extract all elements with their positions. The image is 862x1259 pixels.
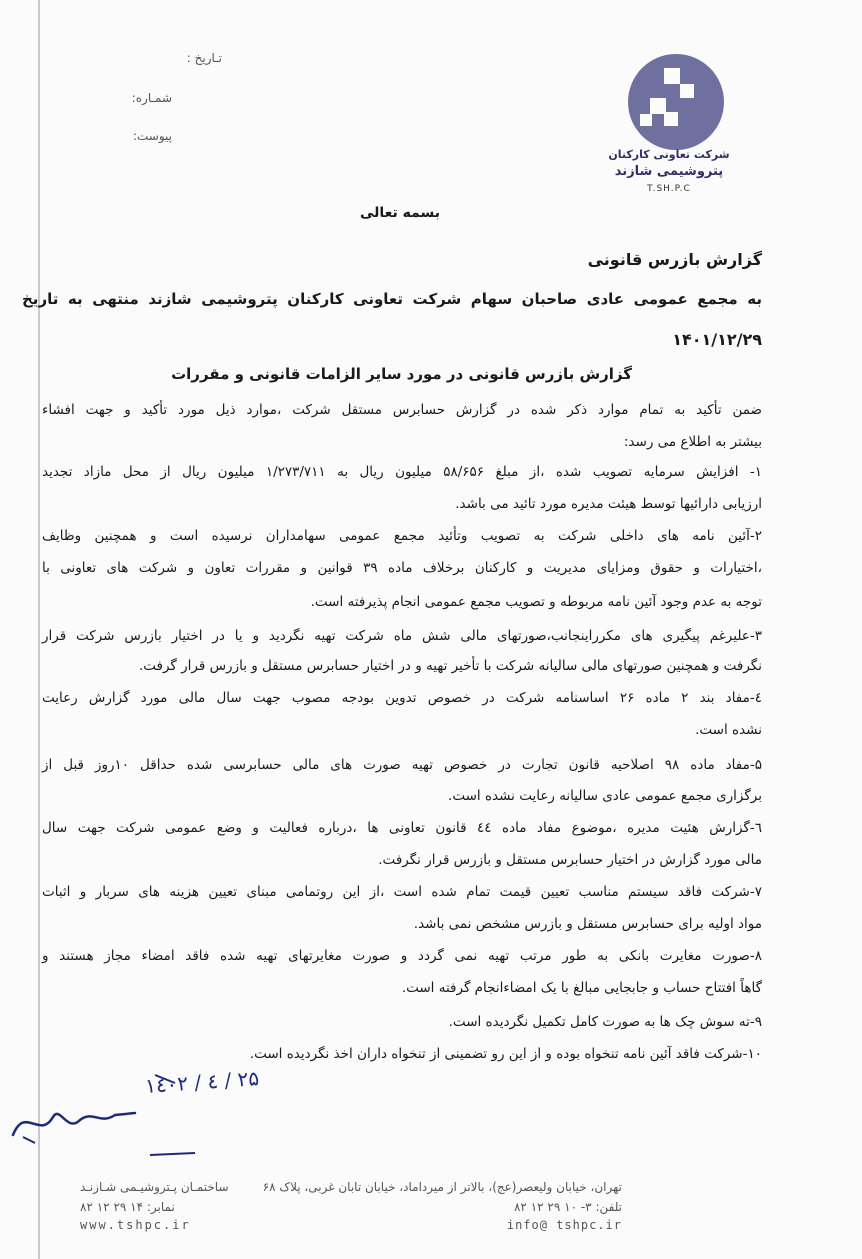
paragraph-line: ۱۰-شرکت فاقد آئین نامه تنخواه بوده و از این رو تضمینی از تنخواه داران اخذ نگردیده است. (249, 1046, 762, 1062)
handwritten-date: ۲۵ / ٤ / ۱٤۰۲ (144, 1066, 260, 1098)
paragraph-line: ۵-مفاد ماده ۹۸ اصلاحیه قانون تجارت در خصوص تهیه صورت های مالی حسابرسی شده حداقل ۱۰روز قبل از (42, 757, 762, 773)
paragraph-line: ۷-شرکت فاقد سیستم مناسب تعیین قیمت تمام شده است ،از این روتمامی مبنای تعیین هزینه های سربار و اثبات (42, 884, 762, 900)
footer-address-left: ساختمـان پـتروشیـمی شـازنـد (80, 1180, 229, 1194)
logo-name-line1: شرکت تعاونی کارکنان (608, 148, 730, 161)
paragraph-line: گاهاً افتتاح حساب و جابجایی مبالغ با یک امضاءانجام گرفته است. (401, 980, 762, 996)
paragraph-line: مالی مورد گزارش در اختیار حسابرس مستقل و بازرس قرار نگرفت. (378, 852, 762, 868)
paragraph-line: ۳-علیرغم پیگیری های مکرراینجانب،صورتهای مالی شش ماه شرکت تهیه نگردید و یا در اختیار بازرس شرکت قرار (42, 628, 762, 644)
footer-fax: نمابر: ۱۴ ۲۹ ۱۲ ۸۲ (80, 1200, 175, 1214)
footer-phone: تلفن: ۳- ۱۰ ۲۹ ۱۲ ۸۲ (513, 1200, 622, 1214)
report-subtitle: به مجمع عمومی عادی صاحبان سهام شرکت تعاونی کارکنان پتروشیمی شازند منتهی به تاریخ (22, 290, 762, 308)
report-title: گزارش بازرس قانونی (587, 250, 762, 269)
paragraph-line: ٦-گزارش هئیت مدیره ،موضوع مفاد ماده ٤٤ قانون تعاونی ها ،درباره فعالیت و وضع عمومی شرکت جهت سال (42, 820, 762, 836)
footer-email[interactable]: info@ tshpc.ir (506, 1218, 622, 1232)
company-logo (604, 50, 734, 200)
attachment-label: پیوست: (132, 129, 172, 143)
footer-website[interactable]: www.tshpc.ir (80, 1218, 191, 1232)
date-label: تـاریخ : (186, 51, 222, 65)
paragraph-line: ٤-مفاد بند ۲ ماده ۲۶ اساسنامه شرکت در خصوص تدوین بودجه مصوب جهت سال مالی مورد گزارش رعایت (42, 690, 763, 706)
logo-name-line2: پتروشیمی شازند (614, 164, 724, 179)
paragraph-line: توجه به عدم وجود آئین نامه مربوطه و تصویب مجمع عمومی انجام پذیرفته است. (310, 594, 762, 610)
paragraph-line: ضمن تأکید به تمام موارد ذکر شده در گزارش حسابرس مستقل شرکت ،موارد ذیل مورد تأکید و جهت افشاء (42, 402, 762, 418)
basmala: بسمه تعالی (359, 205, 441, 221)
paragraph-line: ارزیابی دارائیها توسط هیئت مدیره مورد تائید می باشد. (455, 496, 762, 512)
paragraph-line: ۸-صورت مغایرت بانکی به طور مرتب تهیه نمی گردد و صورت مغایرتهای تهیه شده فاقد امضاء مجاز هستند و (42, 948, 762, 964)
paragraph-line: ۱- افزایش سرمایه تصویب شده ،از مبلغ ۵۸/۶۵۶ میلیون ریال به ۱/۲۷۳/۷۱۱ میلیون ریال از محل مازاد تجدید (42, 464, 762, 480)
paragraph-line: ۲-آئین نامه های داخلی شرکت به تصویب وتأئید مجمع عمومی سهامداران نرسیده است و همچنین وظایف (42, 528, 762, 544)
paragraph-line: ۹-ته سوش چک ها به صورت کامل تکمیل نگردیده است. (448, 1014, 762, 1030)
paragraph-line: نگرفت و همچنین صورتهای مالی سالیانه شرکت با تأخیر تهیه و در اختیار حسابرس مستقل و بازرس قرار گرفت. (138, 658, 762, 674)
logo-abbr: T.SH.P.C (647, 184, 691, 194)
paragraph-line: نشده است. (695, 722, 762, 738)
section-heading: گزارش بازرس قانونی در مورد سایر الزامات قانونی و مقررات (171, 365, 632, 383)
paragraph-line: برگزاری مجمع عمومی عادی سالیانه رعایت نشده است. (448, 788, 762, 804)
paragraph-line: ،اختیارات و حقوق ومزایای مدیریت و کارکنان برخلاف ماده ۳۹ قوانین و مقررات تعاون و شرکت های تعاونی با (42, 560, 762, 576)
paragraph-line: بیشتر به اطلاع می رسد: (623, 434, 762, 450)
handwritten-signature (5, 1065, 260, 1160)
logo-emblem-icon (604, 50, 734, 150)
number-label: شمـاره: (131, 91, 172, 105)
paragraph-line: مواد اولیه برای حسابرس مستقل و بازرس مشخص نمی باشد. (413, 916, 762, 932)
footer-address-right: تهران، خیابان ولیعصر(عج)، بالاتر از میرداماد، خیابان تابان غربی، پلاک ۶۸ (262, 1180, 622, 1194)
report-date: ۱۴۰۱/۱۲/۲۹ (672, 330, 762, 349)
